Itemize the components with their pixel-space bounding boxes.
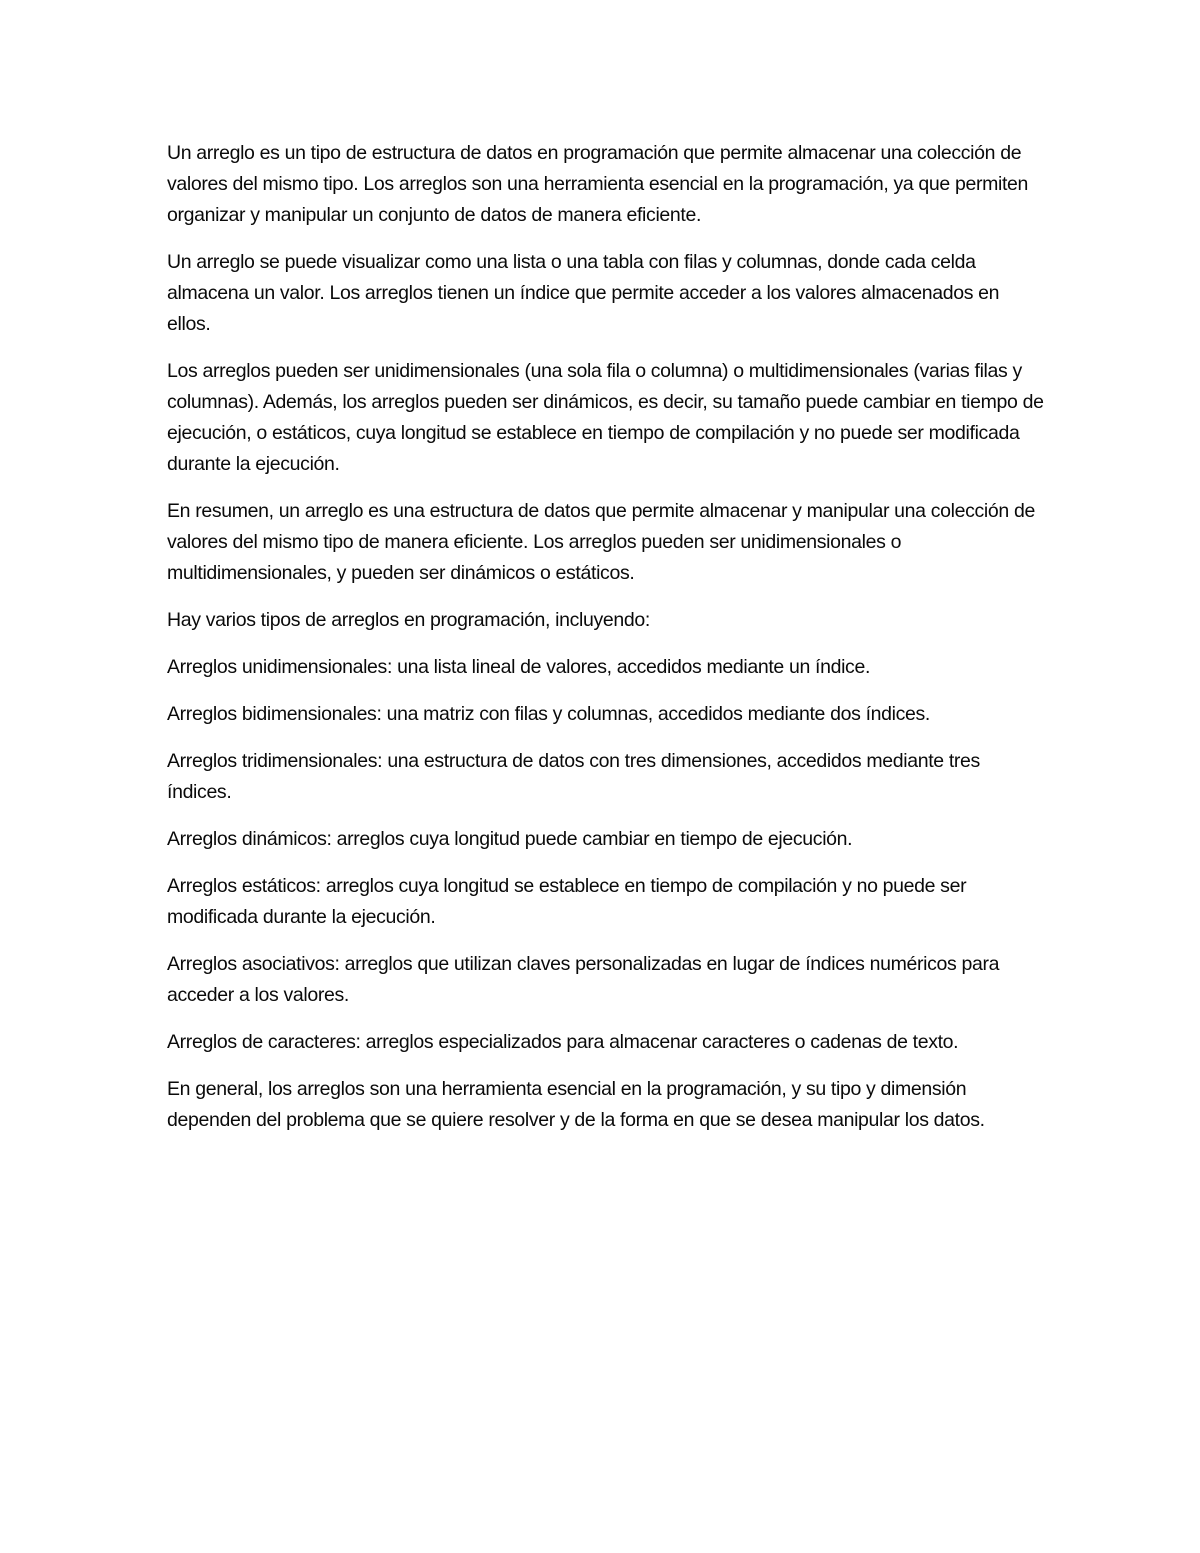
paragraph-dimensions: Los arreglos pueden ser unidimensionales (una sola fila o columna) o multidimensionales (varias filas y columnas). Además, los arreglos pueden ser dinámicos, es decir, su tamaño puede cambiar en tiempo de ejecución, o estáticos, cuya longitud se establece en tiempo de compilación y no puede ser modificada durante la ejecución. [167,360,1044,475]
paragraph-associative: Arreglos asociativos: arreglos que utilizan claves personalizadas en lugar de índices numéricos para acceder a los valores. [167,953,1000,1006]
paragraph-dynamic: Arreglos dinámicos: arreglos cuya longitud puede cambiar en tiempo de ejecución. [167,828,853,850]
paragraph-characters: Arreglos de caracteres: arreglos especializados para almacenar caracteres o cadenas de texto. [167,1031,959,1053]
paragraph-bidimensional: Arreglos bidimensionales: una matriz con filas y columnas, accedidos mediante dos índices. [167,703,930,725]
paragraph-tridimensional: Arreglos tridimensionales: una estructura de datos con tres dimensiones, accedidos mediante tres índices. [167,750,980,803]
paragraph-visualization: Un arreglo se puede visualizar como una lista o una tabla con filas y columnas, donde cada celda almacena un valor. Los arreglos tienen un índice que permite acceder a los valores almacenados en ellos. [167,251,1000,335]
paragraph-static: Arreglos estáticos: arreglos cuya longitud se establece en tiempo de compilación y no puede ser modificada durante la ejecución. [167,875,967,928]
paragraph-types-intro: Hay varios tipos de arreglos en programación, incluyendo: [167,609,650,631]
paragraph-conclusion: En general, los arreglos son una herramienta esencial en la programación, y su tipo y dimensión dependen del problema que se quiere resolver y de la forma en que se desea manipular los datos. [167,1078,985,1131]
paragraph-unidimensional: Arreglos unidimensionales: una lista lineal de valores, accedidos mediante un índice. [167,656,871,678]
paragraph-intro: Un arreglo es un tipo de estructura de datos en programación que permite almacenar una colección de valores del mismo tipo. Los arreglos son una herramienta esencial en la programación, ya que permiten organizar y manipular un conjunto de datos de manera eficiente. [167,142,1029,226]
paragraph-summary: En resumen, un arreglo es una estructura de datos que permite almacenar y manipular una colección de valores del mismo tipo de manera eficiente. Los arreglos pueden ser unidimensionales o multidimensionales, y pueden ser dinámicos o estáticos. [167,500,1035,584]
document-body [167,138,1047,1152]
